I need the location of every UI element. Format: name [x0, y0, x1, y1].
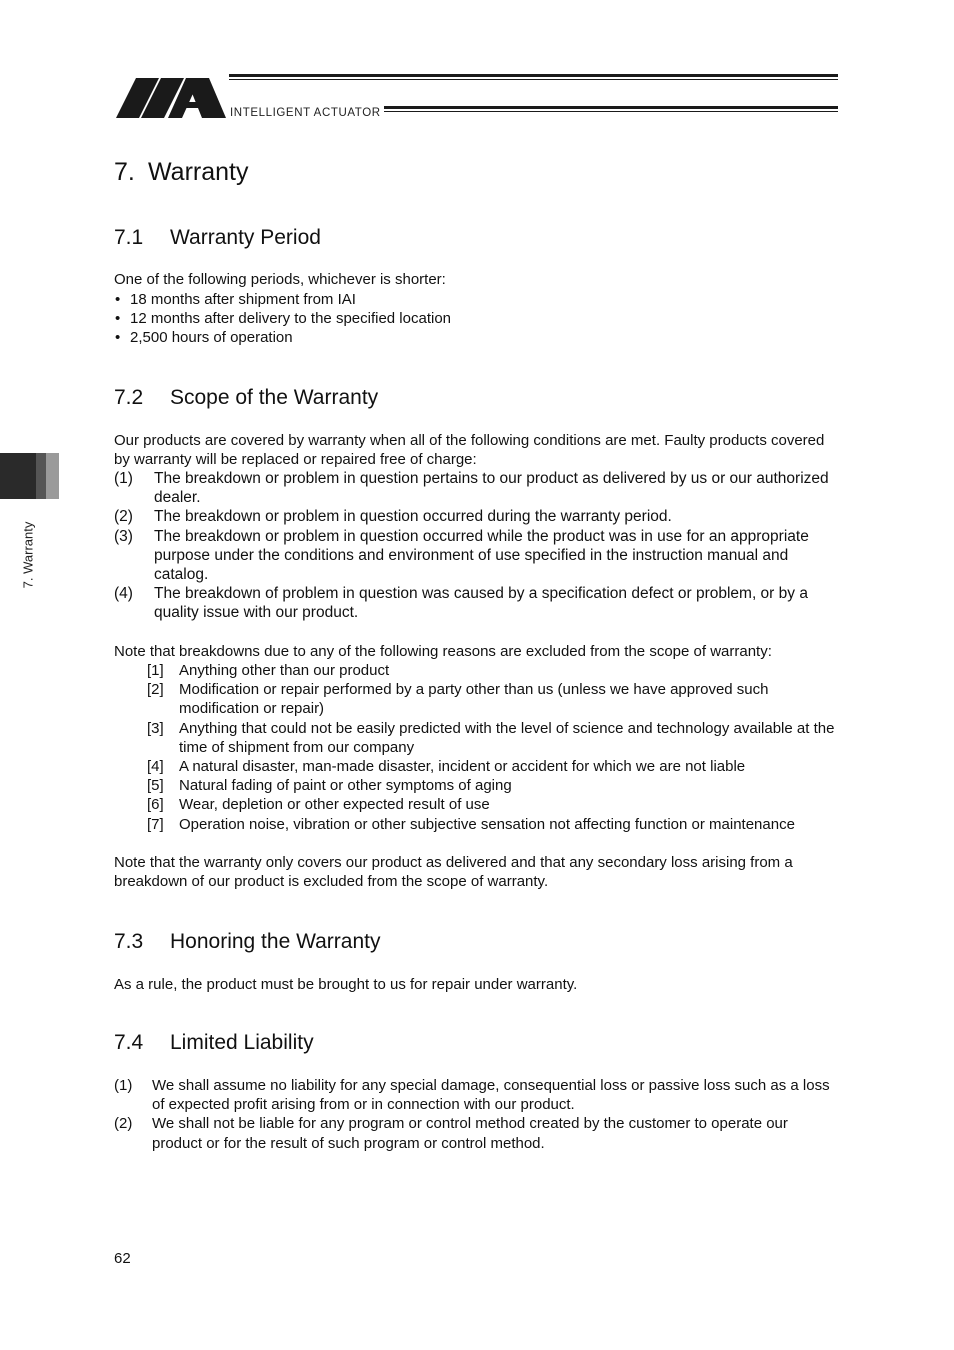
logo-wordmark: INTELLIGENT ACTUATOR	[230, 107, 381, 119]
list-item: (1) We shall assume no liability for any special damage, consequential loss or passive loss such as a loss of expected profit arising from or in connection with our product.	[114, 1077, 830, 1114]
list-item: (3) The breakdown or problem in question occurred while the product was in use for an appropriate purpose under the conditions and environment of use specified in the instruction manual and catalog.	[114, 527, 809, 584]
chapter-number: 7.	[114, 158, 135, 186]
list-item: (4) The breakdown of problem in question was caused by a specification defect or problem, or by a quality issue with our product.	[114, 585, 808, 622]
section-heading-7-3: 7.3 Honoring the Warranty	[114, 930, 381, 953]
list-item: [3] Anything that could not be easily predicted with the level of science and technology available at the time of shipment from our company	[147, 719, 835, 756]
section-heading-7-2: 7.2 Scope of the Warranty	[114, 386, 379, 409]
exclusions-intro: Note that breakdowns due to any of the following reasons are excluded from the scope of warranty:	[114, 643, 772, 660]
list-item: [2] Modification or repair performed by a party other than us (unless we have approved such modification or repair)	[147, 681, 769, 718]
warranty-period-list	[114, 290, 451, 348]
honoring-body: As a rule, the product must be brought to us for repair under warranty.	[114, 976, 578, 993]
list-item: • 18 months after shipment from IAI	[114, 290, 451, 309]
list-item: • 2,500 hours of operation	[114, 328, 451, 347]
side-tab-label: 7. Warranty	[20, 521, 36, 589]
page-number: 62	[114, 1250, 131, 1267]
scope-note: Note that the warranty only covers our product as delivered and that any secondary loss arising from a breakdown of our product is excluded from the scope of warranty.	[114, 854, 793, 891]
list-item: • 12 months after delivery to the specified location	[114, 309, 451, 328]
iai-logo-mark	[116, 72, 838, 124]
scope-conditions-list	[114, 469, 842, 623]
scope-intro: Our products are covered by warranty when all of the following conditions are met. Faulty products covered by warranty will be replaced or repaired free of charge:	[114, 432, 825, 469]
section-heading-7-1: 7.1 Warranty Period	[114, 226, 321, 249]
chapter-side-tab	[0, 453, 59, 499]
iai-logo	[116, 72, 838, 124]
list-item: (1) The breakdown or problem in question pertains to our product as delivered by us or our authorized dealer.	[114, 470, 829, 507]
list-item: (2) The breakdown or problem in question occurred during the warranty period.	[114, 508, 672, 526]
warranty-period-intro: One of the following periods, whichever is shorter:	[114, 271, 446, 288]
list-item: [6] Wear, depletion or other expected result of use	[147, 796, 490, 814]
exclusions-list	[147, 661, 845, 834]
liability-list	[114, 1076, 842, 1153]
section-heading-7-4: 7.4 Limited Liability	[114, 1031, 314, 1054]
list-item: [1] Anything other than our product	[147, 662, 390, 679]
list-item: [7] Operation noise, vibration or other subjective sensation not affecting function or maintenance	[147, 815, 795, 833]
chapter-title	[114, 158, 248, 187]
list-item: [4] A natural disaster, man-made disaster, incident or accident for which we are not liable	[147, 758, 746, 776]
chapter-title-text: Warranty	[148, 158, 249, 186]
list-item: [5] Natural fading of paint or other symptoms of aging	[147, 777, 512, 795]
list-item: (2) We shall not be liable for any program or control method created by the customer to operate our product or for the result of such program or control method.	[114, 1115, 788, 1152]
